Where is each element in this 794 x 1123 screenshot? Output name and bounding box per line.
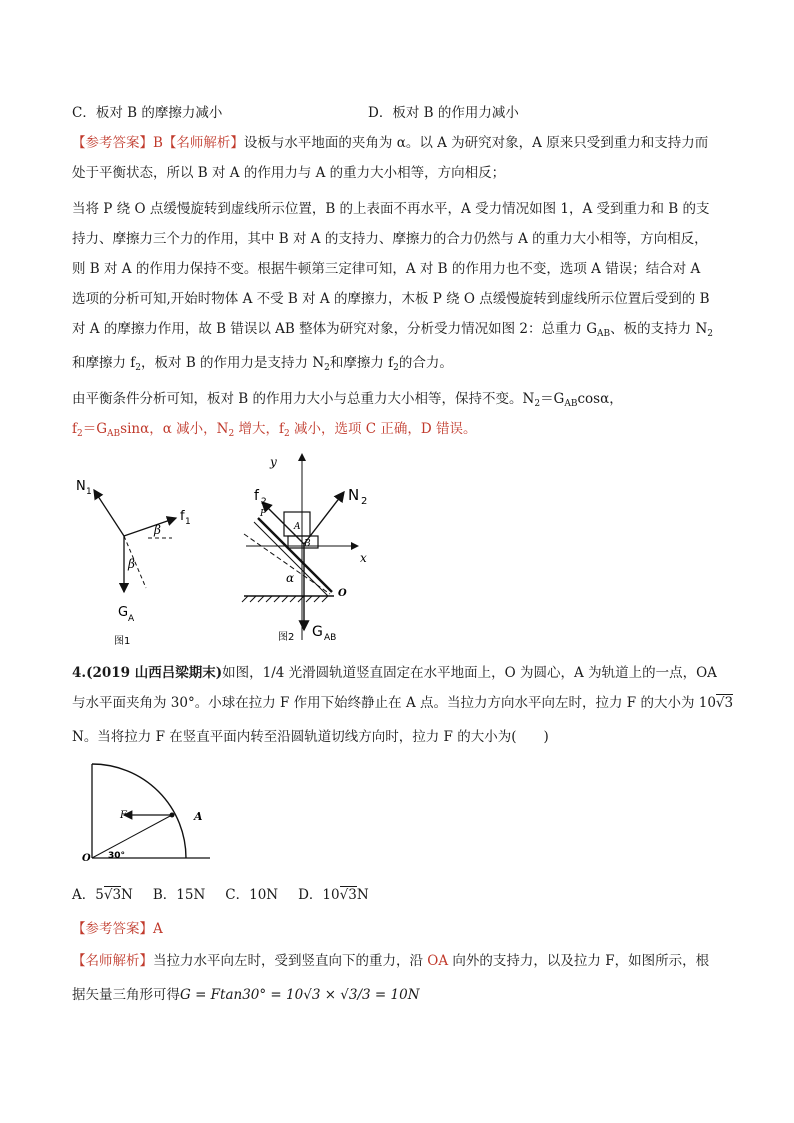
a-label: A xyxy=(194,810,203,823)
question-4-line-2: 与水平面夹角为 30°。小球在拉力 F 作用下始终静止在 A 点。当拉力方向水平向左时，拉力 F 的大小为 10√3 xyxy=(72,695,734,711)
answer-3-line-6: 选项的分析可知,开始时物体 A 不受 B 对 A 的摩擦力，木板 P 绕 O 点缓慢旋转到虚线所示位置后受到的 B xyxy=(72,291,710,307)
answer-3-line-7: 对 A 的摩擦力作用，故 B 错误以 AB 整体为研究对象，分析受力情况如图 2：总重力 $G_{AB}$、板的支持力 $N_2$ xyxy=(72,321,714,339)
figure-2 xyxy=(240,450,390,646)
answer-3-line-3: 当将 P 绕 O 点缓慢旋转到虚线所示位置，B 的上表面不再水平，A 受力情况如图 1，A 受到重力和 B 的支 xyxy=(72,201,710,217)
track-arc xyxy=(92,764,186,858)
svg-text:1: 1 xyxy=(185,517,191,527)
figure-3 xyxy=(82,760,232,864)
beta-label-1: β xyxy=(154,523,161,537)
option-d: D．板对 B 的作用力减小 xyxy=(368,105,519,121)
answer-3-line-1: 【参考答案】B【名师解析】设板与水平地面的夹角为 α。以 A 为研究对象，A 原来只受到重力和支持力而 xyxy=(72,135,709,151)
f-label: F xyxy=(120,810,127,821)
question-source: (2019 山西吕梁期末) xyxy=(86,665,223,681)
n2-label: N xyxy=(348,486,360,504)
figure-1-caption: 图1 xyxy=(114,636,131,647)
option-c: C．10N xyxy=(225,887,279,903)
answer-3-line-2: 处于平衡状态，所以 B 对 A 的作用力与 A 的重力大小相等，方向相反； xyxy=(72,165,506,181)
board-p-label: P xyxy=(260,509,267,519)
figure-2-caption: 图2 xyxy=(278,632,295,643)
answer-4-line-2: 据矢量三角形可得G = Ftan30° = 10√3 × √3/3 = 10N xyxy=(72,987,420,1003)
prev-options-row xyxy=(72,104,519,122)
ga-label: G xyxy=(118,605,129,620)
svg-text:1: 1 xyxy=(86,487,92,497)
figure-1 xyxy=(72,470,202,650)
answer-3-line-9: 由平衡条件分析可知，板对 B 的作用力大小与总重力大小相等，保持不变。$N_2=G_{AB}\cos\alpha$， xyxy=(72,391,623,409)
answer-4-line-1: 【名师解析】当拉力水平向左时，受到竖直向下的重力，沿 OA 向外的支持力，以及拉力 F，如图所示，根 xyxy=(72,953,710,969)
option-a: A．5√3N xyxy=(72,887,133,903)
equation: G = Ftan30° = 10√3 × √3/3 = 10N xyxy=(180,987,420,1003)
beta-label-2: β xyxy=(128,557,135,571)
option-d: D．10√3N xyxy=(298,887,369,903)
block-b-label: B xyxy=(304,539,311,549)
answer-3-line-4: 持力、摩擦力三个力的作用，其中 B 对 A 的支持力、摩擦力的合力仍然与 A 的重力大小相等，方向相反， xyxy=(72,231,708,247)
answer-4-tag: 【参考答案】A xyxy=(72,921,163,937)
option-b: B．15N xyxy=(152,887,206,903)
y-axis-label: y xyxy=(270,455,277,469)
answer-3-line-5: 则 B 对 A 的作用力保持不变。根据牛顿第三定律可知，A 对 B 的作用力也不变，选项 A 错误；结合对 A xyxy=(72,261,701,277)
option-c: C．板对 B 的摩擦力减小 xyxy=(72,105,223,121)
o-label: O xyxy=(82,853,91,864)
o-label: O xyxy=(338,588,347,599)
svg-text:2: 2 xyxy=(361,496,368,507)
question-4-line-3: N。当将拉力 F 在竖直平面内转至沿圆轨道切线方向时，拉力 F 的大小为( ) xyxy=(72,729,549,745)
svg-text:AB: AB xyxy=(324,633,337,643)
answer-tag: 【参考答案】B【名师解析】 xyxy=(72,135,244,151)
question-4-line-1: 4.(2019 山西吕梁期末)如图，1/4 光滑圆轨道竖直固定在水平地面上，O 为圆心，A 为轨道上的一点，OA xyxy=(72,665,717,681)
svg-text:A: A xyxy=(128,614,135,624)
f1-label: f xyxy=(180,509,185,524)
n1-label: N xyxy=(76,479,86,494)
ground-hatching xyxy=(242,596,328,602)
answer-3-line-10: $f_2=G_{AB}\sin\alpha$，α 减小，$N_2$ 增大，$f_2$ 减小，选项 C 正确，D 错误。 xyxy=(72,421,477,439)
block-a-label: A xyxy=(294,522,301,532)
question-number: 4. xyxy=(72,665,87,681)
gab-label: G xyxy=(312,624,323,640)
svg-text:2: 2 xyxy=(261,497,267,507)
board-dashed xyxy=(244,534,330,594)
x-axis-label: x xyxy=(360,551,367,565)
f2-label: f xyxy=(254,488,259,504)
radius-oa xyxy=(92,815,172,858)
question-4-options xyxy=(72,886,369,904)
n1-arrow xyxy=(94,490,124,536)
alpha-label: α xyxy=(286,571,295,585)
ball-a xyxy=(170,813,175,818)
angle-label: 30° xyxy=(108,851,126,861)
f1-arrow xyxy=(124,518,176,536)
answer-3-line-8: 和摩擦力 $f_2$，板对 B 的作用力是支持力 $N_2$和摩擦力 $f_2$的合力。 xyxy=(72,355,453,373)
